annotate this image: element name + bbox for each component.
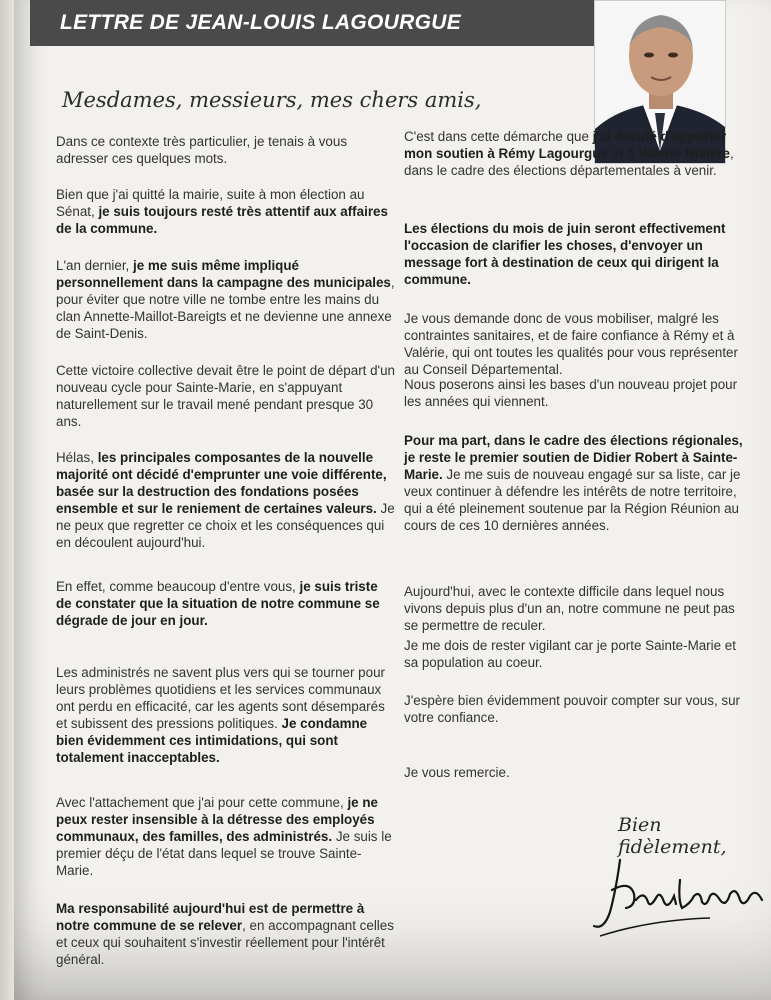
page-gutter: [0, 0, 14, 1000]
body-text: Je vous demande donc de vous mobiliser, malgré les contraintes sanitaires, et de faire confiance à Rémy et à Valérie, qui ont toutes les qualités pour vous représenter au Conseil Départemental.: [404, 311, 738, 377]
body-text: , pour éviter que notre ville ne tombe entre les mains du clan Annette-Maillot-Bareigts et ne devienne une annexe de Saint-Denis.: [56, 275, 395, 341]
bold-text: les principales composantes de la nouvelle majorité ont décidé d'emprunter une voie différente, basée sur la destruction des fondations posées ensemble et sur le reniement de certaines valeurs.: [56, 450, 387, 516]
right-paragraph-1: [404, 128, 744, 179]
right-paragraph-7: [404, 637, 744, 671]
body-text: Cette victoire collective devait être le point de départ d'un nouveau cycle pour Sainte-Marie, en s'appuyant naturellement sur le travail mené pendant presque 30 ans.: [56, 363, 396, 429]
right-paragraph-8: [404, 692, 744, 726]
body-text: Je vous remercie.: [404, 765, 510, 780]
bold-text: Pour ma part, dans le cadre des élections régionales, je reste le premier soutien de Didier Robert à Sainte-Marie.: [404, 433, 743, 482]
right-paragraph-4: [404, 376, 744, 410]
header-bar: [30, 0, 604, 46]
left-paragraph-6: [56, 578, 396, 629]
bold-text: je me suis même impliqué personnellement dans la campagne des municipales: [56, 258, 391, 290]
left-paragraph-7: [56, 664, 396, 766]
body-text: Hélas,: [56, 450, 98, 465]
body-text: Avec l'attachement que j'ai pour cette commune,: [56, 795, 348, 810]
right-paragraph-6: [404, 583, 744, 634]
body-text: En effet, comme beaucoup d'entre vous,: [56, 579, 300, 594]
body-text: Dans ce contexte très particulier, je tenais à vous adresser ces quelques mots.: [56, 134, 348, 166]
body-text: Aujourd'hui, avec le contexte difficile dans lequel nous vivons depuis plus d'un an, notre commune ne peut pas se permettre de reculer.: [404, 584, 735, 633]
closing-line: Bien fidèlement,: [618, 814, 727, 858]
right-paragraph-9: [404, 764, 744, 781]
body-text: , en accompagnant celles et ceux qui souhaitent s'investir réellement pour l'intérêt général.: [56, 918, 394, 967]
bold-text: Les élections du mois de juin seront effectivement l'occasion de clarifier les choses, d'envoyer un message fort à destination de ceux qui dirigent la commune.: [404, 221, 726, 287]
body-text: C'est dans cette démarche que: [404, 129, 593, 144]
bold-text: je ne peux rester insensible à la détresse des employés communaux, des familles, des administrés.: [56, 795, 378, 844]
left-paragraph-3: [56, 257, 396, 342]
body-text: Bien que j'ai quitté la mairie, suite à mon élection au Sénat,: [56, 187, 365, 219]
body-text: J'espère bien évidemment pouvoir compter sur vous, sur votre confiance.: [404, 693, 740, 725]
right-paragraph-3: [404, 310, 744, 378]
body-text: Nous poserons ainsi les bases d'un nouveau projet pour les années qui viennent.: [404, 377, 738, 409]
left-paragraph-2: [56, 186, 396, 237]
handwritten-signature: [590, 850, 770, 940]
body-text: Je suis le premier déçu de l'état dans lequel se trouve Sainte-Marie.: [56, 829, 392, 878]
bold-text: je suis toujours resté très attentif aux affaires de la commune.: [56, 204, 388, 236]
left-paragraph-4: [56, 362, 396, 430]
greeting: Mesdames, messieurs, mes chers amis,: [62, 88, 482, 112]
body-text: Je me dois de rester vigilant car je porte Sainte-Marie et sa population au coeur.: [404, 638, 736, 670]
bold-text: j'ai décidé d'apporter mon soutien à Rémy Lagourgue et à Valérie Rivière: [404, 129, 730, 161]
body-text: , dans le cadre des élections départementales à venir.: [404, 146, 734, 178]
right-paragraph-2: [404, 220, 744, 288]
body-text: Les administrés ne savent plus vers qui se tourner pour leurs problèmes quotidiens et les services communaux ont perdu en efficacité, car les agents sont désemparés et subissent des pressions politiques.: [56, 665, 385, 731]
right-paragraph-5: [404, 432, 744, 534]
bold-text: je suis triste de constater que la situation de notre commune se dégrade de jour en jour.: [56, 579, 380, 628]
left-paragraph-1: [56, 133, 396, 167]
body-text: Je ne peux que regretter ce choix et les conséquences qui en découlent aujourd'hui.: [56, 501, 395, 550]
body-text: L'an dernier,: [56, 258, 134, 273]
body-text: Je me suis de nouveau engagé sur sa liste, car je veux continuer à défendre les intérêts de notre territoire, qui a été pleinement soutenue par la Région Réunion au cours de ces 10 dernières années.: [404, 467, 741, 533]
left-paragraph-5: [56, 449, 396, 551]
bold-text: Ma responsabilité aujourd'hui est de permettre à notre commune de se relever: [56, 901, 365, 933]
bold-text: Je condamne bien évidemment ces intimidations, qui sont totalement inacceptables.: [56, 716, 368, 765]
page-title: LETTRE DE JEAN-LOUIS LAGOURGUE: [60, 11, 462, 34]
left-paragraph-9: [56, 900, 396, 968]
left-paragraph-8: [56, 794, 396, 879]
